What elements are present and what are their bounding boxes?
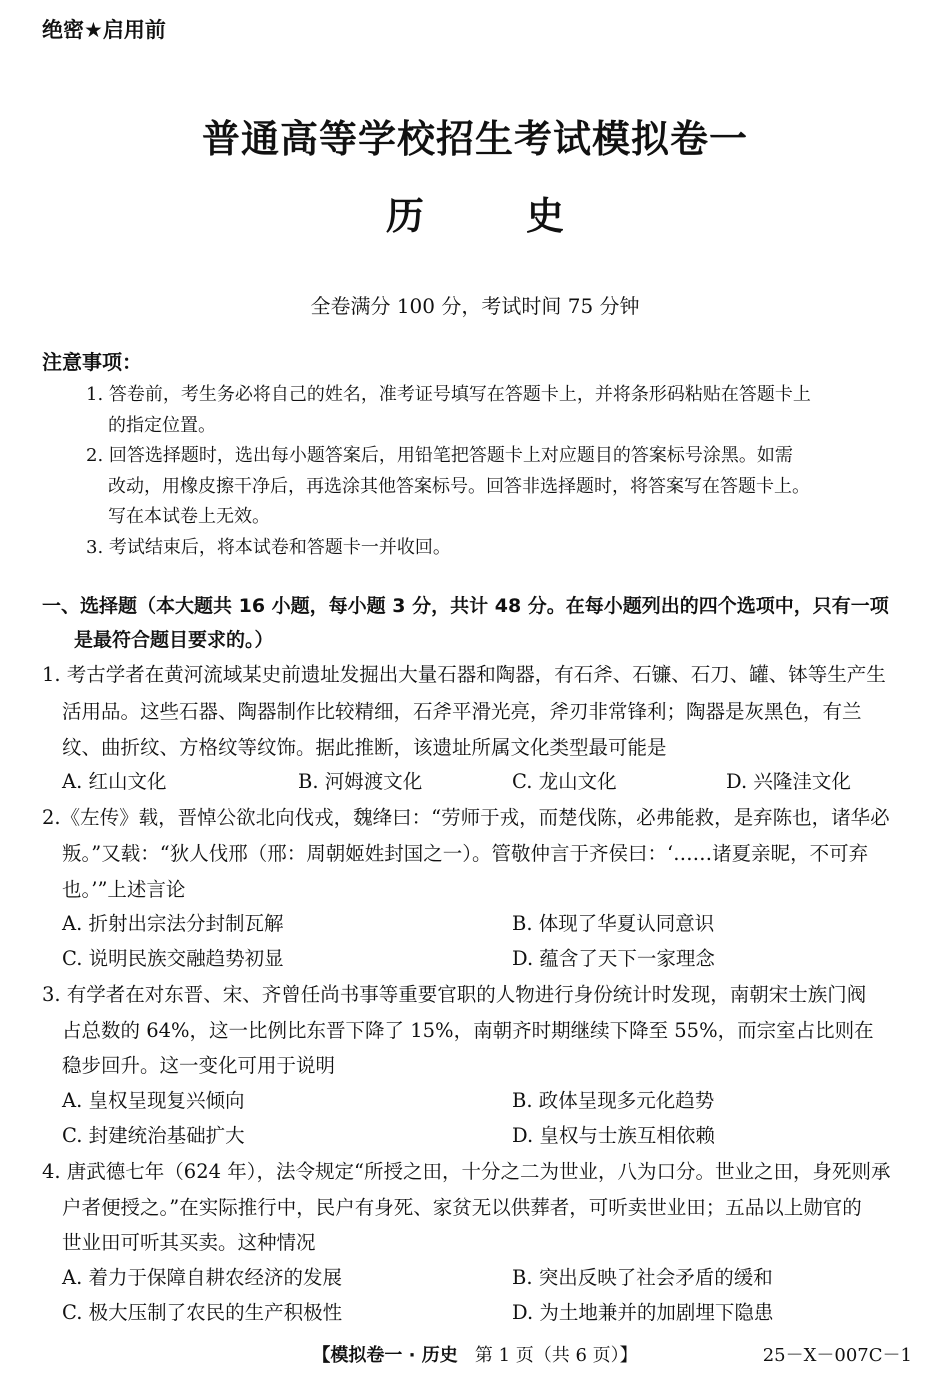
question-3-option-d: D. 皇权与士族互相依赖 [512,1124,715,1147]
question-4-option-a: A. 着力于保障自耕农经济的发展 [62,1266,342,1289]
question-4-option-b: B. 突出反映了社会矛盾的缓和 [512,1266,773,1289]
score-info: 全卷满分 100 分，考试时间 75 分钟 [310,294,640,318]
question-3-line: 占总数的 64%，这一比例比东晋下降了 15%，南朝齐时期继续下降至 55%，而宗室占比则在 [62,1019,874,1042]
question-4-line: 世业田可听其买卖。这种情况 [62,1231,316,1254]
notice-line: 2. 回答选择题时，选出每小题答案后，用铅笔把答题卡上对应题目的答案标号涂黑。如需 [86,445,793,466]
question-3-line: 稳步回升。这一变化可用于说明 [62,1054,336,1077]
question-3-line: 3. 有学者在对东晋、宋、齐曾任尚书事等重要官职的人物进行身份统计时发现，南朝宋士族门阀 [42,983,867,1006]
exam-title: 普通高等学校招生考试模拟卷一 [201,116,748,161]
question-2-option-a: A. 折射出宗法分封制瓦解 [62,912,284,935]
footer-page-number: 第 1 页（共 6 页）】 [474,1345,638,1366]
question-3-option-b: B. 政体呈现多元化趋势 [512,1089,715,1112]
question-1-line: 纹、曲折纹、方格纹等纹饰。据此推断，该遗址所属文化类型最可能是 [62,736,667,759]
question-1-option-a: A. 红山文化 [62,770,167,793]
footer-exam-label: 【模拟卷一 · 历史 [312,1345,458,1366]
notice-line: 的指定位置。 [108,415,216,436]
section-heading: 一、选择题（本大题共 16 小题，每小题 3 分，共计 48 分。在每小题列出的四个选项中，只有一项 [42,595,889,617]
subject-char-1: 历 [385,193,424,238]
question-1-option-b: B. 河姆渡文化 [298,770,423,793]
question-1-option-c: C. 龙山文化 [512,770,617,793]
question-4-option-c: C. 极大压制了农民的生产积极性 [62,1301,343,1324]
footer-code: 25－X－007C－1 [762,1345,912,1366]
confidential-label: 绝密★启用前 [42,18,166,42]
subject-char-2: 史 [525,193,564,238]
question-2-option-c: C. 说明民族交融趋势初显 [62,947,284,970]
section-heading-cont: 是最符合题目要求的。） [74,629,274,651]
notice-line: 1. 答卷前，考生务必将自己的姓名，准考证号填写在答题卡上，并将条形码粘贴在答题卡上 [86,384,811,405]
subject-title [0,185,950,240]
question-3-option-c: C. 封建统治基础扩大 [62,1124,245,1147]
question-2-option-b: B. 体现了华夏认同意识 [512,912,715,935]
notice-line: 写在本试卷上无效。 [108,506,270,527]
question-4-line: 4. 唐武德七年（624 年），法令规定“所授之田，十分之二为世业，八为口分。世业之田，身死则承 [42,1160,891,1183]
question-1-option-d: D. 兴隆洼文化 [726,770,851,793]
question-2-line: 也。’”上述言论 [62,878,186,901]
question-1-line: 1. 考古学者在黄河流域某史前遗址发掘出大量石器和陶器，有石斧、石镰、石刀、罐、钵等生产生 [42,663,886,686]
question-4-option-d: D. 为土地兼并的加剧埋下隐患 [512,1301,774,1324]
question-4-line: 户者便授之。”在实际推行中，民户有身死、家贫无以供葬者，可听卖世业田；五品以上勋官的 [62,1196,862,1219]
question-1-line: 活用品。这些石器、陶器制作比较精细，石斧平滑光亮，斧刃非常锋利；陶器是灰黑色，有兰 [62,700,862,723]
question-3-option-a: A. 皇权呈现复兴倾向 [62,1089,245,1112]
question-2-line: 2.《左传》载，晋悼公欲北向伐戎，魏绛曰：“劳师于戎，而楚伐陈，必弗能救，是弃陈也，诸华必 [42,806,890,829]
notice-heading: 注意事项： [42,350,142,374]
notice-line: 3. 考试结束后，将本试卷和答题卡一并收回。 [86,537,451,558]
question-2-line: 叛。”又载：“狄人伐邢（邢：周朝姬姓封国之一）。管敬仲言于齐侯曰：‘……诸夏亲昵，不可弃 [62,842,869,865]
question-2-option-d: D. 蕴含了天下一家理念 [512,947,715,970]
notice-line: 改动，用橡皮擦干净后，再选涂其他答案标号。回答非选择题时，将答案写在答题卡上。 [108,476,810,497]
